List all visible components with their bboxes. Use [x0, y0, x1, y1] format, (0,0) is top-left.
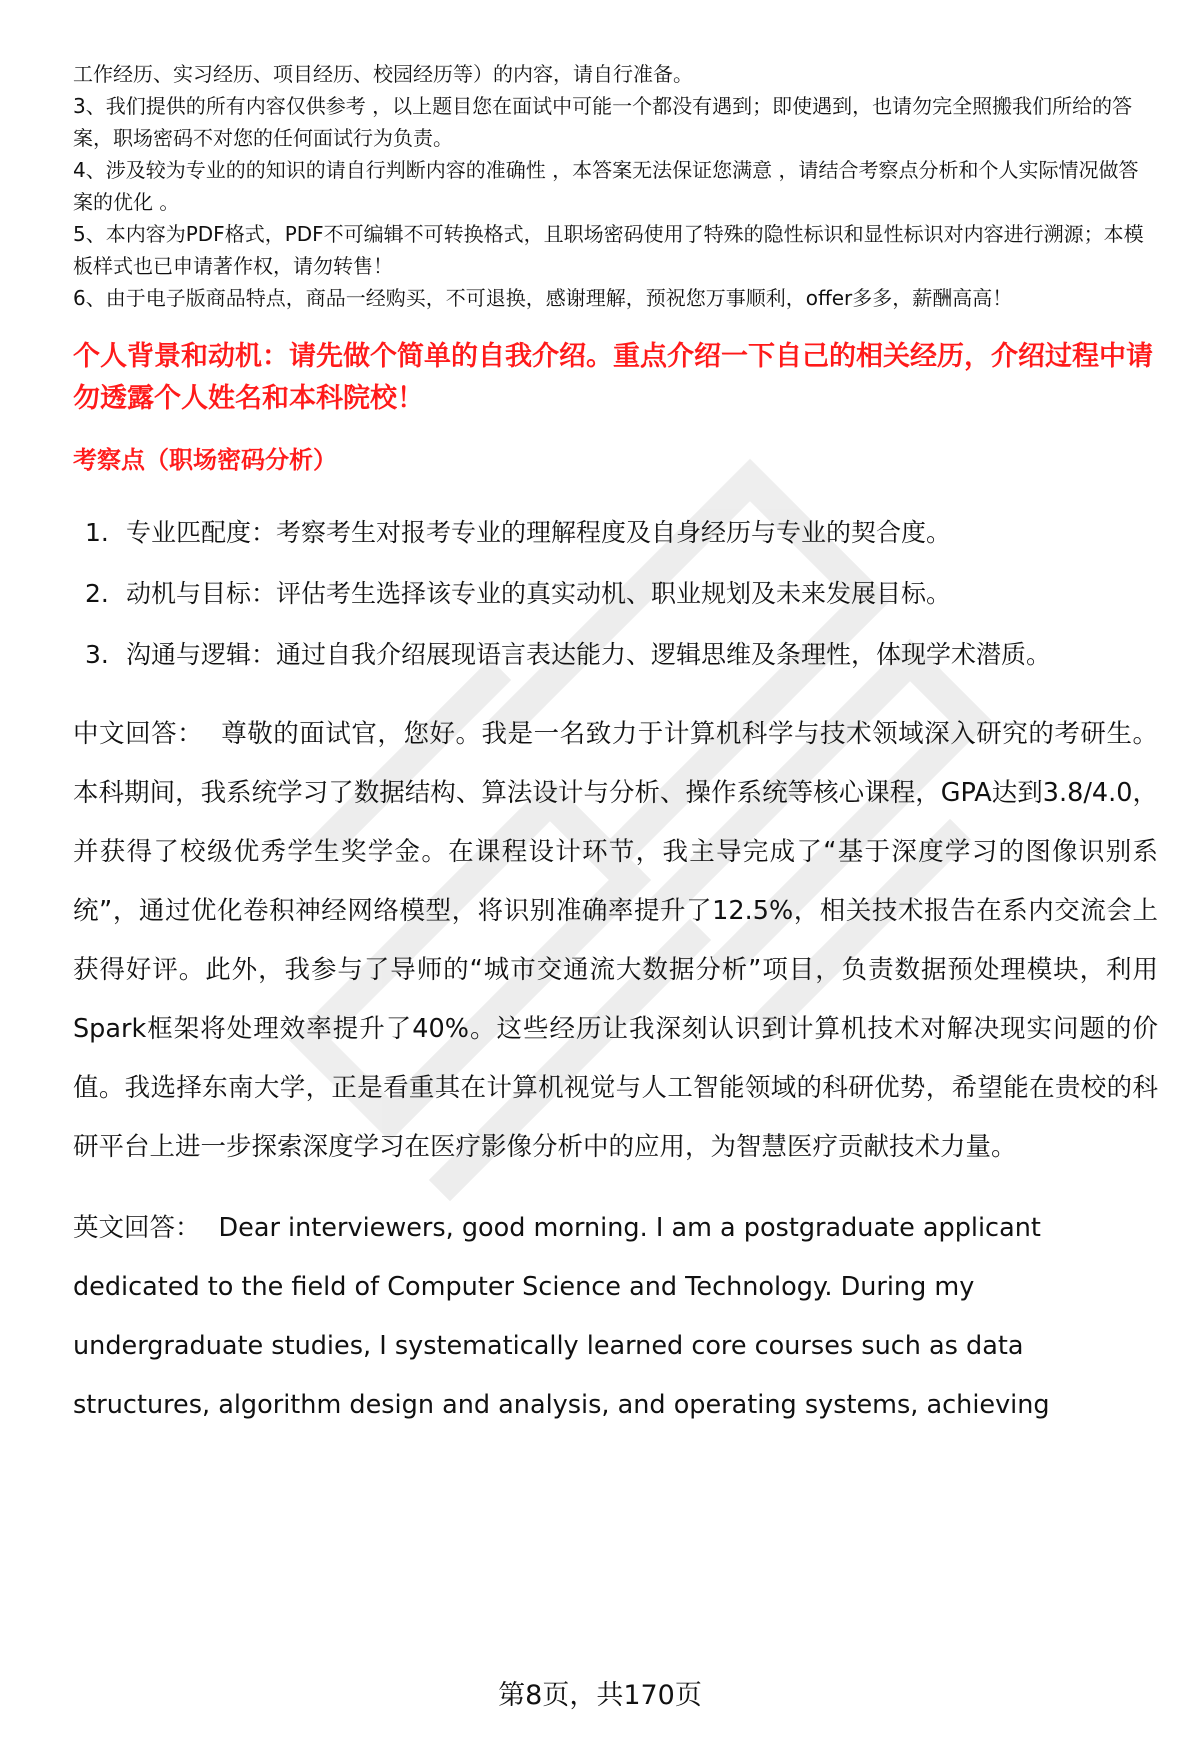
list-item-text: 动机与目标：评估考生选择该专业的真实动机、职业规划及未来发展目标。 — [126, 579, 952, 608]
note-line: 4、涉及较为专业的的知识的请自行判断内容的准确性 ，本答案无法保证您满意 ，请结合考察点分析和个人实际情况做答案的优化 。 — [73, 158, 1139, 214]
chinese-answer-text: 尊敬的面试官，您好。我是一名致力于计算机科学与技术领域深入研究的考研生。本科期间，我系统学习了数据结构、算法设计与分析、操作系统等核心课程，GPA达到3.8/4.0，并获得了校级优秀学生奖学金。在课程设计环节，我主导完成了“基于深度学习的图像识别系统”，通过优化卷积神经网络模型，将识别准确率提升了12.5%，相关技术报告在系内交流会上获得好评。此外，我参与了导师的“城市交通流大数据分析”项目，负责数据预处理模块，利用Spark框架将处理效率提升了40%。这些经历让我深刻认识到计算机技术对解决现实问题的价值。我选择东南大学，正是看重其在计算机视觉与人工智能领域的科研优势，希望能在贵校的科研平台上进一步探索深度学习在医疗影像分析中的应用，为智慧医疗贡献技术力量。 — [73, 719, 1158, 1162]
list-item-number: 1. — [85, 518, 109, 547]
english-answer-text: Dear interviewers, good morning. I am a postgraduate applicant dedicated to the field of Computer Science and Technology. During my undergraduate studies, I systematically learned core courses such as data structures, algorithm design and analysis, and operating systems, achieving — [73, 1213, 1050, 1420]
document-page — [73, 58, 1158, 1435]
page-number: 第8页，共170页 — [498, 1680, 702, 1711]
list-item-number: 2. — [85, 579, 109, 608]
list-item — [73, 563, 1158, 624]
english-answer — [73, 1199, 1158, 1435]
question-heading: 个人背景和动机：请先做个简单的自我介绍。重点介绍一下自己的相关经历，介绍过程中请勿透露个人姓名和本科院校！ — [73, 341, 1153, 414]
list-item — [73, 502, 1158, 563]
note-line: 5、本内容为PDF格式，PDF不可编辑不可转换格式，且职场密码使用了特殊的隐性标识和显性标识对内容进行溯源；本模板样式也已申请著作权，请勿转售！ — [73, 222, 1144, 278]
chinese-answer-label: 中文回答： — [73, 719, 204, 749]
list-item-number: 3. — [85, 640, 109, 669]
points-heading: 考察点（职场密码分析） — [73, 446, 337, 474]
list-item-text: 专业匹配度：考察考生对报考专业的理解程度及自身经历与专业的契合度。 — [126, 518, 952, 547]
note-line: 3、我们提供的所有内容仅供参考 ，以上题目您在面试中可能一个都没有遇到；即使遇到，也请勿完全照搬我们所给的答案，职场密码不对您的任何面试行为负责。 — [73, 94, 1133, 150]
chinese-answer — [73, 705, 1158, 1177]
points-list — [73, 502, 1158, 685]
list-item-text: 沟通与逻辑：通过自我介绍展现语言表达能力、逻辑思维及条理性，体现学术潜质。 — [126, 640, 1052, 669]
note-line: 工作经历、实习经历、项目经历、校园经历等）的内容，请自行准备。 — [73, 62, 693, 86]
note-line: 6、由于电子版商品特点，商品一经购买，不可退换，感谢理解，预祝您万事顺利，offer多多，薪酬高高！ — [73, 286, 1013, 310]
list-item — [73, 624, 1158, 685]
notes-section — [73, 58, 1158, 314]
english-answer-label: 英文回答： — [73, 1213, 201, 1243]
